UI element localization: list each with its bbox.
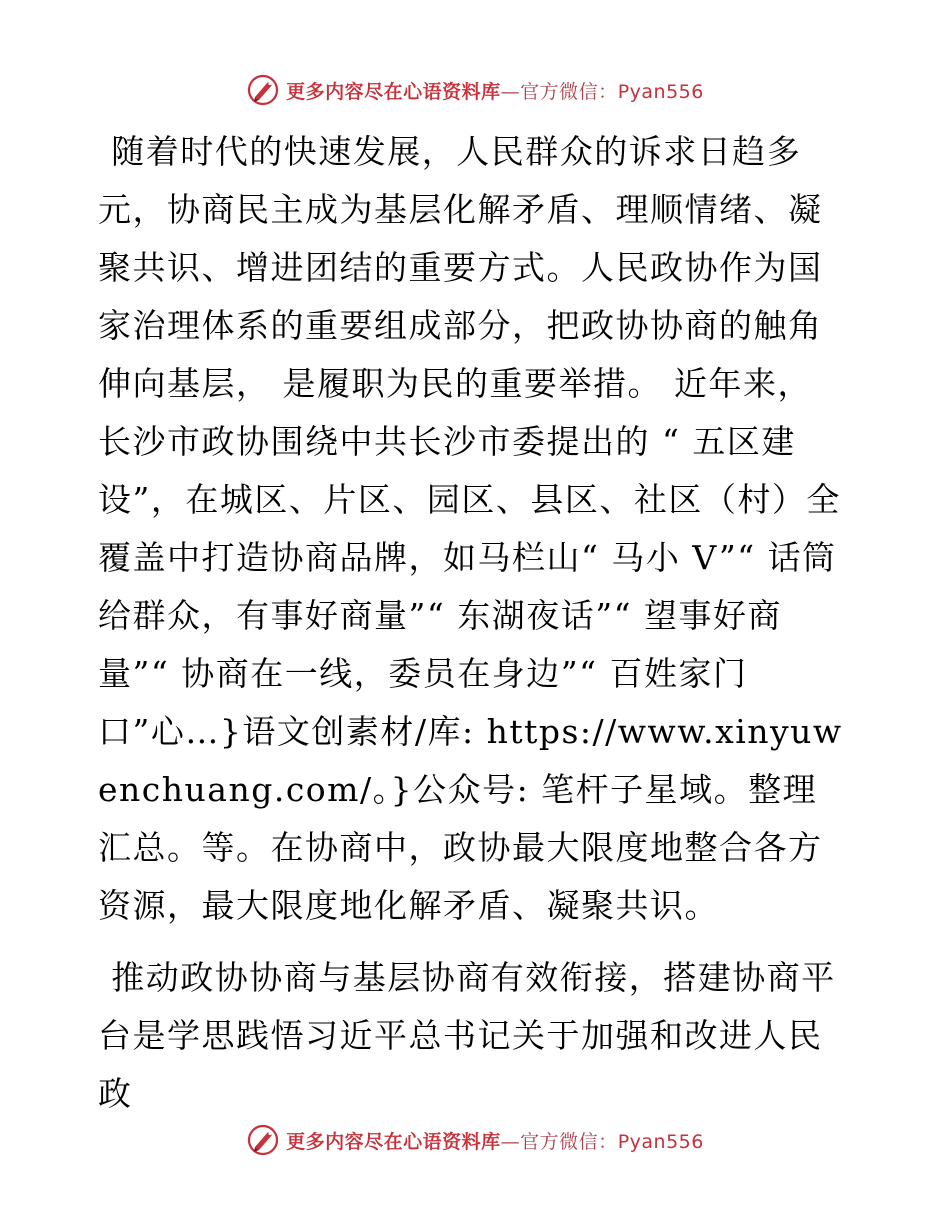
watermark-site: 更多内容尽在心语资料库 [286, 80, 501, 103]
watermark-wechat-id: Pyan556 [617, 1130, 704, 1153]
watermark-text [286, 77, 704, 104]
watermark-site: 更多内容尽在心语资料库 [286, 1130, 501, 1153]
watermark-wechat-id: Pyan556 [617, 80, 704, 103]
pen-logo-icon [246, 73, 280, 107]
watermark-text [286, 1127, 704, 1154]
footer-watermark-banner [0, 1120, 950, 1160]
paragraph-1: 随着时代的快速发展，人民群众的诉求日趋多元，协商民主成为基层化解矛盾、理顺情绪、凝聚共识、增进团结的重要方式。人民政协作为国家治理体系的重要组成部分，把政协协商的触角伸向基层， 是履职为民的重要举措。 近年来， 长沙市政协围绕中共长沙市委提出的 “ 五区建设”，在城区、片区、园区、县区、社区（村）全覆盖中打造协商品牌，如马栏山“ 马小 V”“ 话筒给群众，有事好商量”“ 东湖夜话”“ 望事好商量”“ 协商在一线，委员在身边”“ 百姓家门口”心…}语文创素材/库: https://www.xinyuwenchuang.com/。}公众号: 笔杆子星域。整理汇总。等。在协商中，政协最大限度地整合各方资源，最大限度地化解矛盾、凝聚共识。 [98, 132, 843, 925]
document-body [98, 123, 850, 1123]
pen-logo-icon [246, 1123, 280, 1157]
paragraph-2: 推动政协协商与基层协商有效衔接，搭建协商平台是学思践悟习近平总书记关于加强和改进人民政 [98, 958, 836, 1113]
watermark-wechat-label: 官方微信： [520, 80, 618, 103]
watermark-separator: — [500, 80, 521, 103]
watermark-separator: — [500, 1130, 521, 1153]
header-watermark-banner [0, 70, 950, 110]
watermark-wechat-label: 官方微信： [520, 1130, 618, 1153]
